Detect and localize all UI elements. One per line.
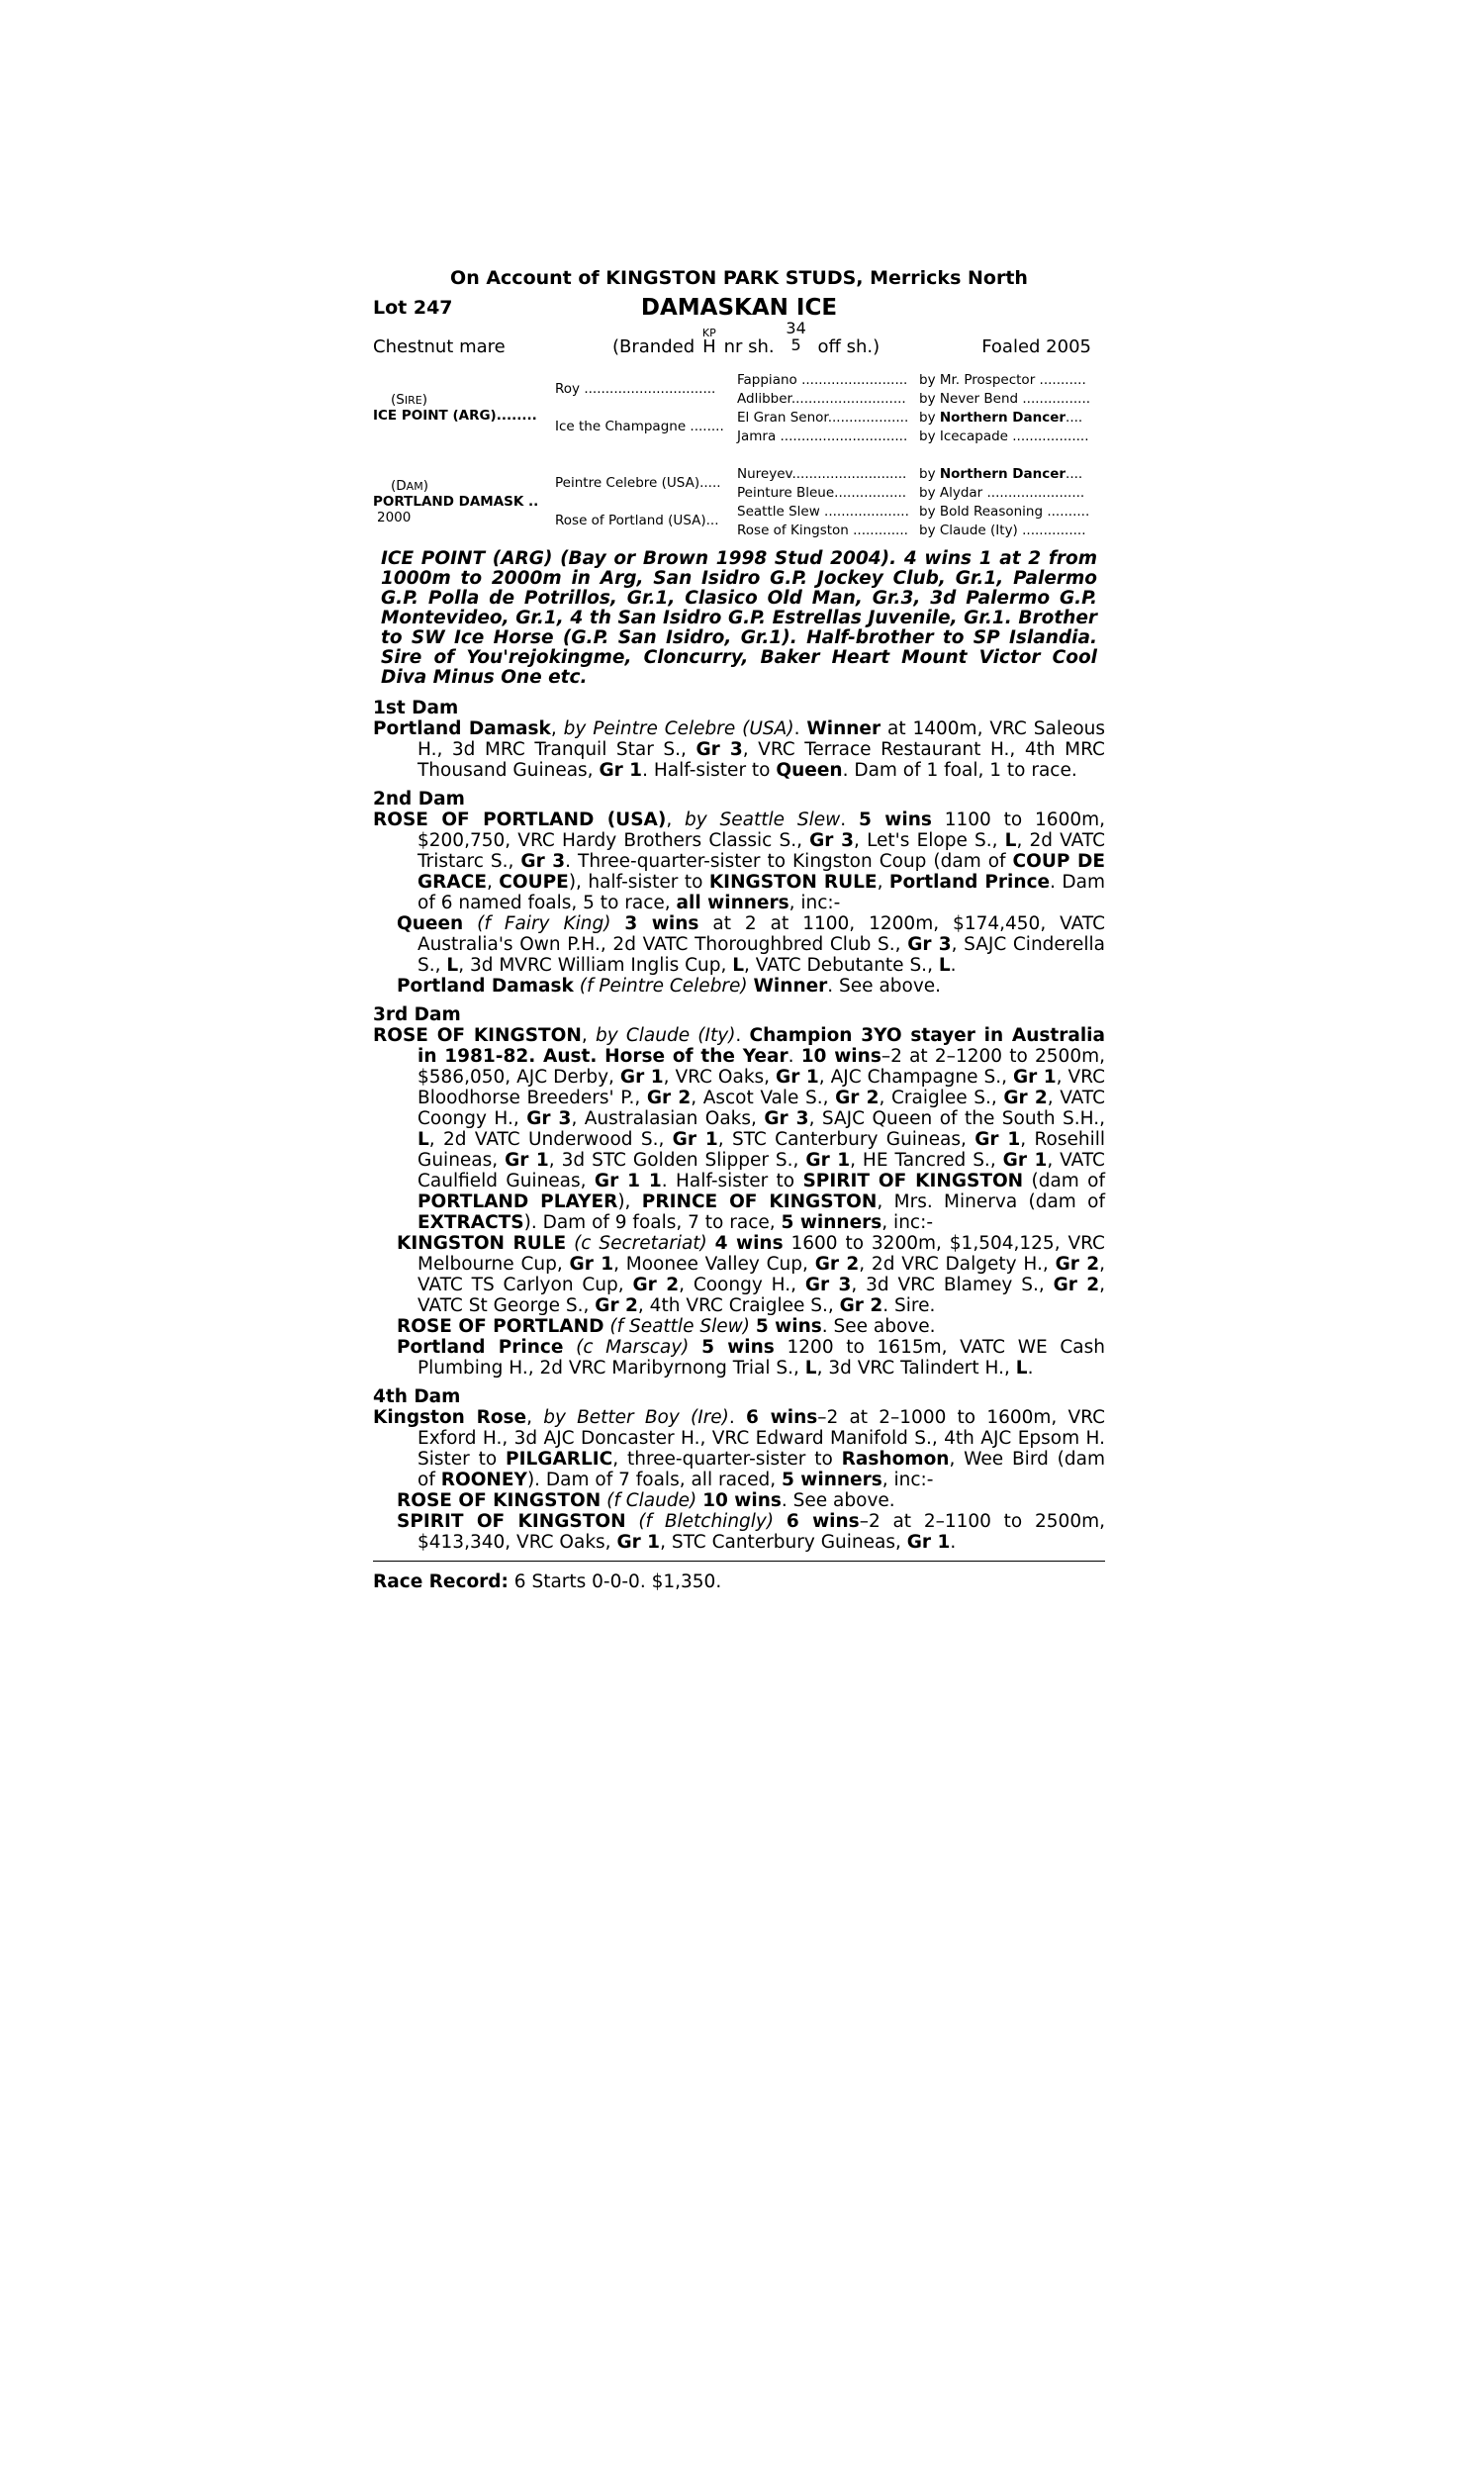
race-record-value: 6 Starts 0-0-0. $1,350. — [508, 1571, 722, 1592]
first-dam-entry: Portland Damask, by Peintre Celebre (USA). Winner at 1400m, VRC Saleous H., 3d MRC Tranquil Star S., Gr 3, VRC Terrace Restaurant H., 4th MRC Thousand Guineas, Gr 1. Half-sister to Queen. Dam of 1 foal, 1 to race. — [373, 718, 1106, 781]
third-dam-produce-kingston-rule: KINGSTON RULE (c Secretariat) 4 wins 1600 to 3200m, $1,504,125, VRC Melbourne Cup, Gr 1, Moonee Valley Cup, Gr 2, 2d VRC Dalgety H., Gr 2, VATC TS Carlyon Cup, Gr 2, Coongy H., Gr 3, 3d VRC Blamey S., Gr 2, VATC St George S., Gr 2, 4th VRC Craiglee S., Gr 2. Sire. — [397, 1233, 1106, 1316]
pedigree-g3-1: Fappiano ......................... — [737, 371, 908, 388]
horse-name: DAMASKAN ICE — [640, 295, 838, 321]
catalogue-page — [373, 267, 1105, 1592]
pedigree-table — [373, 370, 1105, 539]
brand-mark — [700, 327, 718, 357]
pedigree-g2-3: Peintre Celebre (USA)..... — [555, 475, 721, 491]
dam-section — [373, 698, 1105, 1553]
pedigree-g2-4: Rose of Portland (USA)... — [555, 513, 719, 528]
sire-name: ICE POINT (ARG)........ — [373, 408, 537, 424]
pedigree-g4-3: by Northern Dancer.... — [919, 409, 1083, 426]
third-dam-produce-portland-prince: Portland Prince (c Marscay) 5 wins 1200 to 1615m, VATC WE Cash Plumbing H., 2d VRC Maribyrnong Trial S., L, 3d VRC Talindert H., L. — [397, 1337, 1105, 1379]
first-dam-heading: 1st Dam — [373, 698, 459, 718]
brand-num-bottom: 5 — [790, 335, 801, 354]
dam-year: 2000 — [377, 510, 412, 525]
second-dam-produce-portland-damask: Portland Damask (f Peintre Celebre) Winner. See above. — [397, 976, 942, 997]
pedigree-g4-2: by Never Bend ................ — [919, 390, 1091, 407]
sire-summary: ICE POINT (ARG) (Bay or Brown 1998 Stud 2004). 4 wins 1 at 2 from 1000m to 2000m in Arg, San Isidro G.P. Jockey Club, Gr.1, Palermo G.P. Polla de Potrillos, Gr.1, Clasico Old Man, Gr.3, 3d Palermo G.P. Montevideo, Gr.1, 4 th San Isidro G.P. Estrellas Juvenile, Gr.1. Brother to SW Ice Horse (G.P. San Isidro, Gr.1). Half-brother to SP Islandia. Sire of You'rejokingme, Cloncurry, Baker Heart Mount Victor Cool Diva Minus One etc. — [381, 548, 1097, 688]
race-record — [373, 1571, 1105, 1592]
race-record-label: Race Record: — [373, 1571, 509, 1592]
fourth-dam-entry: Kingston Rose, by Better Boy (Ire). 6 wins–2 at 2–1000 to 1600m, VRC Exford H., 3d AJC Doncaster H., VRC Edward Manifold S., 4th AJC Epsom H. Sister to PILGARLIC, three-quarter-sister to Rashomon, Wee Bird (dam of ROONEY). Dam of 7 foals, all raced, 5 winners, inc:- — [373, 1407, 1106, 1490]
pedigree-g4-6: by Alydar ....................... — [919, 484, 1085, 501]
brand-description — [612, 319, 881, 357]
pedigree-g3-7: Seattle Slew .................... — [737, 503, 909, 520]
brand-open: (Branded — [612, 336, 696, 357]
dam-tag: (DAM) — [391, 478, 428, 494]
brand-letter: H — [702, 336, 716, 357]
third-dam-produce-rose-of-portland: ROSE OF PORTLAND (f Seattle Slew) 5 wins. See above. — [397, 1316, 936, 1337]
pedigree-g4-7: by Bold Reasoning .......... — [919, 503, 1090, 520]
pedigree-g3-6: Peinture Bleue................. — [737, 484, 907, 501]
second-dam-entry: ROSE OF PORTLAND (USA), by Seattle Slew. 5 wins 1100 to 1600m, $200,750, VRC Hardy Brothers Classic S., Gr 3, Let's Elope S., L, 2d VATC Tristarc S., Gr 3. Three-quarter-sister to Kingston Coup (dam of COUP DE GRACE, COUPE), half-sister to KINGSTON RULE, Portland Prince. Dam of 6 named foals, 5 to race, all winners, inc:- — [373, 809, 1106, 913]
fourth-dam-heading: 4th Dam — [373, 1386, 461, 1407]
third-dam-heading: 3rd Dam — [373, 1004, 461, 1025]
pedigree-g3-5: Nureyev........................... — [737, 465, 907, 482]
second-dam-produce-queen: Queen (f Fairy King) 3 wins at 2 at 1100, 1200m, $174,450, VATC Australia's Own P.H., 2d VATC Thoroughbred Club S., Gr 3, SAJC Cinderella S., L, 3d MVRC William Inglis Cup, L, VATC Debutante S., L. — [397, 913, 1105, 976]
pedigree-g4-8: by Claude (Ity) ............... — [919, 522, 1086, 538]
lot-row — [373, 295, 1105, 325]
divider-rule — [373, 1561, 1105, 1562]
third-dam-entry: ROSE OF KINGSTON, by Claude (Ity). Champion 3YO stayer in Australia in 1981-82. Aust. Horse of the Year. 10 wins–2 at 2–1200 to 2500m, $586,050, AJC Derby, Gr 1, VRC Oaks, Gr 1, AJC Champagne S., Gr 1, VRC Bloodhorse Breeders' P., Gr 2, Ascot Vale S., Gr 2, Craiglee S., Gr 2, VATC Coongy H., Gr 3, Australasian Oaks, Gr 3, SAJC Queen of the South S.H., L, 2d VATC Underwood S., Gr 1, STC Canterbury Guineas, Gr 1, Rosehill Guineas, Gr 1, 3d STC Golden Slipper S., Gr 1, HE Tancred S., Gr 1, VATC Caulfield Guineas, Gr 1 1. Half-sister to SPIRIT OF KINGSTON (dam of PORTLAND PLAYER), PRINCE OF KINGSTON, Mrs. Minerva (dam of EXTRACTS). Dam of 9 foals, 7 to race, 5 winners, inc:- — [373, 1025, 1106, 1233]
brand-top: KP — [701, 327, 716, 339]
dam-name: PORTLAND DAMASK .. — [373, 494, 539, 510]
brand-num-top: 34 — [786, 319, 806, 337]
dam-cell — [373, 464, 555, 539]
pedigree-g4-1: by Mr. Prospector ........... — [919, 371, 1086, 388]
foaled-year: Foaled 2005 — [981, 336, 1091, 357]
fourth-dam-produce-spirit-of-kingston: SPIRIT OF KINGSTON (f Bletchingly) 6 wins–2 at 2–1100 to 2500m, $413,340, VRC Oaks, Gr 1, STC Canterbury Guineas, Gr 1. — [397, 1511, 1105, 1553]
pedigree-g3-4: Jamra .............................. — [737, 428, 908, 444]
pedigree-g4-4: by Icecapade .................. — [919, 428, 1089, 444]
pedigree-g2-1: Roy ............................... — [555, 381, 716, 397]
brand-off-side: off sh.) — [817, 336, 881, 357]
pedigree-g3-3: El Gran Senor................... — [737, 409, 909, 426]
lot-number: Lot 247 — [373, 297, 453, 319]
pedigree-g4-5: by Northern Dancer.... — [919, 465, 1083, 482]
brand-number — [786, 320, 805, 353]
brand-near-side: nr sh. — [723, 336, 775, 357]
pedigree-g3-8: Rose of Kingston ............. — [737, 522, 908, 538]
sire-cell — [373, 370, 555, 445]
horse-info-row — [373, 319, 1105, 366]
pedigree-g3-2: Adlibber........................... — [737, 390, 906, 407]
pedigree-g2-2: Ice the Champagne ........ — [555, 419, 724, 434]
fourth-dam-produce-rose-of-kingston: ROSE OF KINGSTON (f Claude) 10 wins. See above. — [397, 1490, 895, 1511]
horse-sex-colour: Chestnut mare — [373, 336, 506, 357]
consignor-line: On Account of KINGSTON PARK STUDS, Merricks North — [450, 267, 1028, 289]
sire-tag: (SIRE) — [391, 392, 427, 408]
second-dam-heading: 2nd Dam — [373, 789, 465, 809]
